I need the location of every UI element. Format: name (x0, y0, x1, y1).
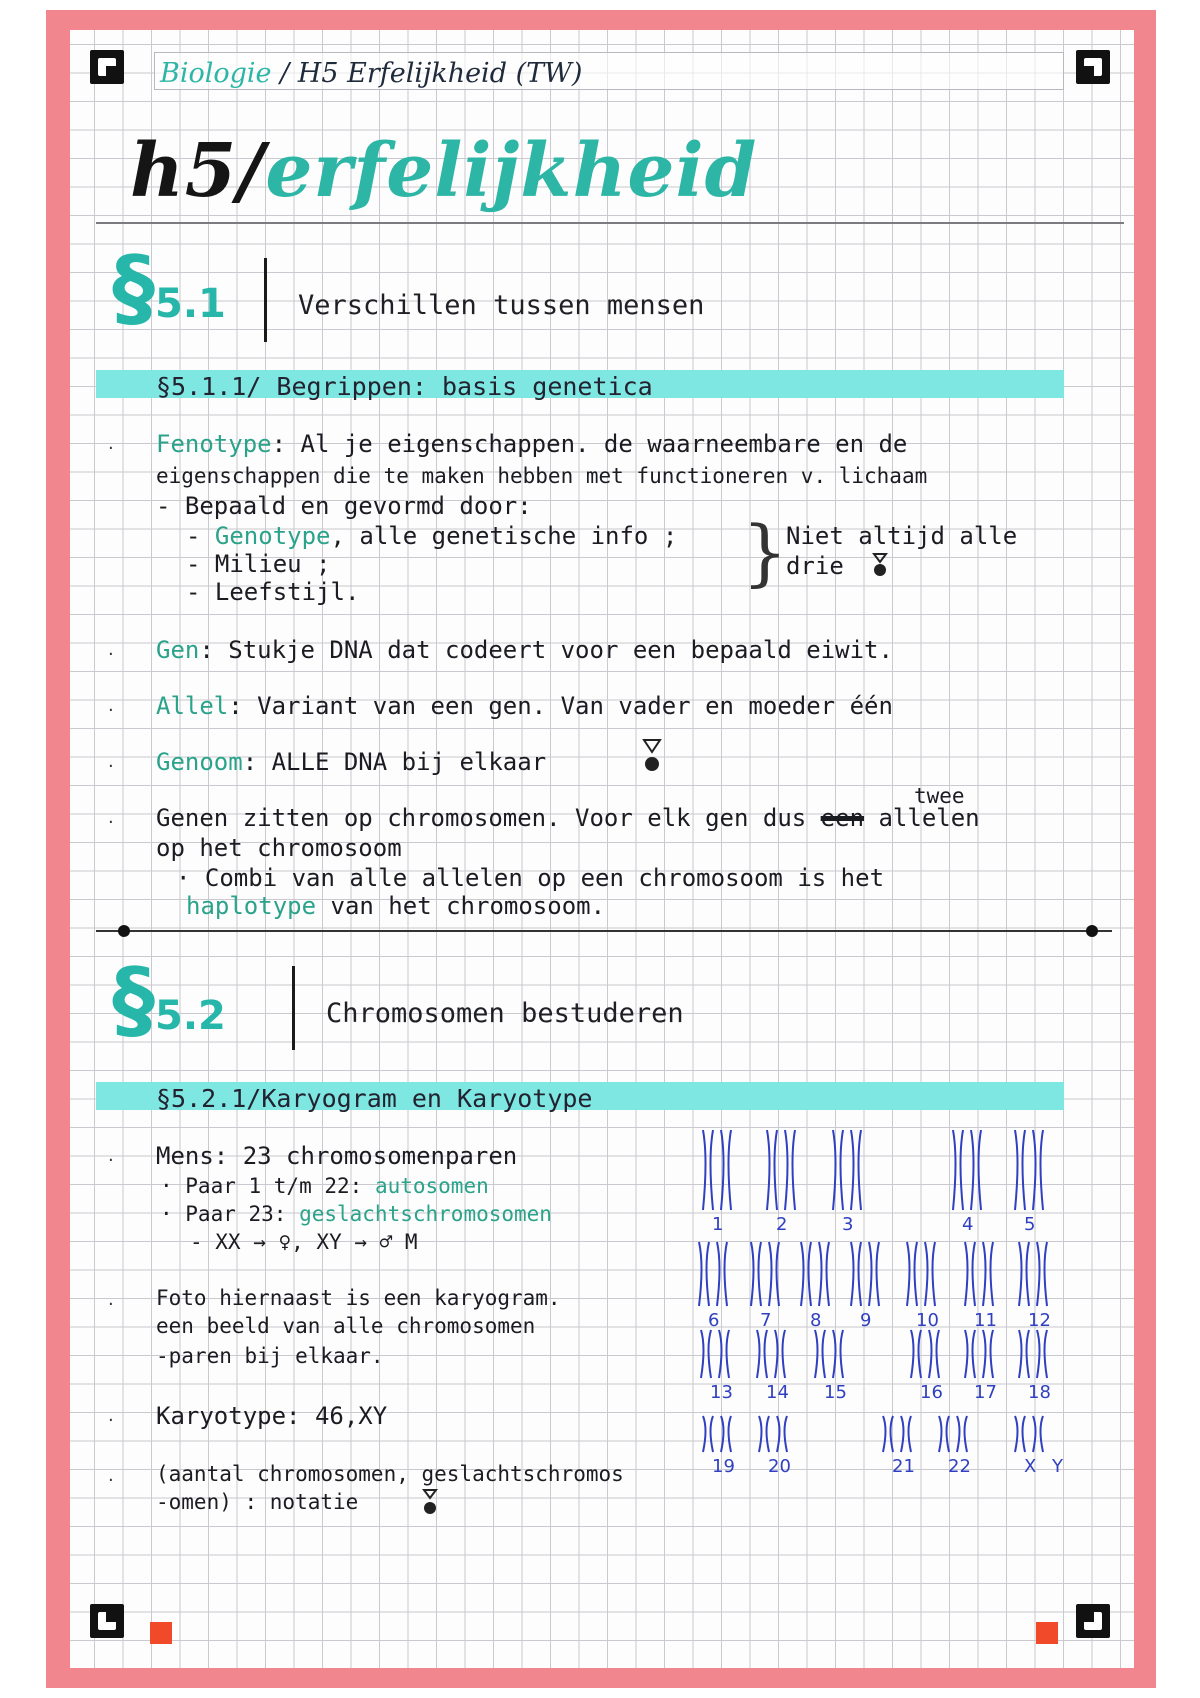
chromosome-stroke (929, 1330, 939, 1378)
chromosome-pair-9 (851, 1242, 879, 1331)
title-underline (96, 222, 1124, 224)
chromosome-pair-2 (767, 1130, 795, 1235)
chromosome-label: 20 (768, 1456, 791, 1477)
genen-end: allelen (878, 804, 980, 832)
mens-line: Mens: 23 chromosomenparen (156, 1142, 518, 1170)
important-star-icon (870, 550, 890, 578)
chromosome-pair-14 (757, 1330, 789, 1403)
chromosome-label: 9 (860, 1310, 872, 1331)
fenotype-line-2: eigenschappen die te maken hebben met functioneren v. lichaam (156, 464, 928, 488)
chromosome-stroke (1019, 1330, 1029, 1378)
subsection-title-5-2-1: §5.2.1/Karyogram en Karyotype (156, 1084, 593, 1113)
chromosome-stroke (833, 1130, 843, 1210)
chromosome-label: Y (1052, 1456, 1063, 1477)
chromosome-label: 3 (842, 1214, 854, 1235)
chromosome-stroke (925, 1242, 935, 1306)
chromosome-stroke (721, 1130, 731, 1210)
chromosome-pair-17 (965, 1330, 997, 1403)
subsection-title-5-1-1: §5.1.1/ Begrippen: basis genetica (156, 372, 653, 401)
important-star-icon (420, 1486, 440, 1516)
foto-line-3: -paren bij elkaar. (156, 1344, 384, 1368)
chromosome-stroke (965, 1330, 975, 1378)
chromosome-label: 6 (708, 1310, 720, 1331)
bullet: · (108, 812, 114, 833)
chromosome-stroke (719, 1330, 729, 1378)
chromosome-stroke (911, 1330, 921, 1378)
brace-note-line-1: Niet altijd alle (786, 522, 1018, 550)
karyogram-image (690, 1130, 1110, 1570)
chromosome-stroke (703, 1130, 713, 1210)
section-title-5-1: Verschillen tussen mensen (298, 290, 705, 321)
chromosome-stroke (965, 1242, 975, 1306)
header-separator: / (271, 58, 298, 89)
chromosome-stroke (721, 1416, 731, 1452)
chromosome-stroke (833, 1330, 843, 1378)
chromosome-stroke (851, 1130, 861, 1210)
chromosome-pair-X (1015, 1416, 1043, 1477)
section-divider-bar (264, 258, 267, 342)
section-digits: 5.1 (155, 281, 226, 327)
chromosome-pair-6 (699, 1242, 727, 1331)
orange-corner-dot-icon (1036, 1622, 1058, 1644)
chromosome-pair-16 (911, 1330, 943, 1403)
chromosome-pair-7 (751, 1242, 779, 1331)
autosomen-term: autosomen (374, 1174, 489, 1198)
fenotype-term: Fenotype (156, 430, 272, 458)
allel-text: : Variant van een gen. Van vader en moeder één (228, 692, 893, 720)
section-symbol: § (112, 950, 155, 1050)
fenotype-text: : Al je eigenschappen. de waarneembare en de (271, 430, 908, 458)
chromosome-stroke (1037, 1242, 1047, 1306)
fenotype-item-milieu: - Milieu ; (186, 550, 331, 578)
chromosome-label: 18 (1028, 1382, 1051, 1403)
chromosome-stroke (815, 1330, 825, 1378)
chromosome-pair-13 (701, 1330, 733, 1403)
allel-term: Allel (156, 692, 229, 720)
genoom-text: : ALLE DNA bij elkaar (242, 748, 547, 776)
chromosome-stroke (983, 1242, 993, 1306)
karyotype-line: Karyotype: 46,XY (156, 1402, 388, 1430)
chromosome-stroke (699, 1242, 709, 1306)
section-number-5-1 (112, 238, 226, 338)
chromosome-label: 11 (974, 1310, 997, 1331)
chromosome-stroke (957, 1416, 967, 1452)
chromosome-stroke (1015, 1130, 1025, 1210)
xx-xy-line: - XX → ♀, XY → ♂ M (190, 1230, 418, 1254)
chromosome-stroke (769, 1242, 779, 1306)
chromosome-pair-21 (883, 1416, 915, 1477)
bullet: · (108, 1294, 114, 1315)
chromosome-pair-20 (759, 1416, 791, 1477)
chromosome-stroke (907, 1242, 917, 1306)
bullet: · (108, 644, 114, 665)
section-divider (96, 930, 1112, 932)
chromosome-label: 4 (962, 1214, 974, 1235)
chromosome-stroke (785, 1130, 795, 1210)
foto-line-2: een beeld van alle chromosomen (156, 1314, 536, 1338)
fenotype-item-leefstijl: - Leefstijl. (186, 578, 360, 606)
divider-dot-icon (1086, 925, 1098, 937)
chromosome-pair-18 (1019, 1330, 1051, 1403)
chromosome-stroke (1033, 1416, 1043, 1452)
page-title (130, 128, 757, 214)
gen-definition (156, 636, 893, 664)
paar-geslacht (160, 1202, 552, 1226)
chromosome-stroke (1015, 1416, 1025, 1452)
section-divider-bar (292, 966, 295, 1050)
chromosome-pair-22 (939, 1416, 971, 1477)
brace-note-line-2: drie (786, 552, 844, 580)
title-main: erfelijkheid (265, 128, 758, 214)
chromosome-stroke (717, 1242, 727, 1306)
chromosome-label: 13 (710, 1382, 733, 1403)
chromosome-stroke (751, 1242, 761, 1306)
chromosome-label: 2 (776, 1214, 788, 1235)
section-title-5-2: Chromosomen bestuderen (326, 998, 684, 1029)
chromosome-label: 15 (824, 1382, 847, 1403)
paar23-prefix: · Paar 23: (160, 1202, 300, 1226)
chromosome-pair-10 (907, 1242, 939, 1331)
gen-text: : Stukje DNA dat codeert voor een bepaald eiwit. (199, 636, 893, 664)
bullet: · (108, 700, 114, 721)
chromosome-label: X (1024, 1456, 1037, 1477)
corner-marker-top-right-icon (1076, 50, 1110, 84)
haplotype-term: haplotype (186, 892, 317, 920)
chromosome-label: 10 (916, 1310, 939, 1331)
chromosome-pair-3 (833, 1130, 861, 1235)
genen-text: Genen zitten op chromosomen. Voor elk gen dus (156, 804, 807, 832)
corner-marker-bottom-left-icon (90, 1604, 124, 1638)
chromosome-label: 5 (1024, 1214, 1036, 1235)
fenotype-item-genotype: - Genotype, alle genetische info ; (186, 522, 678, 550)
chromosome-stroke (801, 1242, 811, 1306)
chromosome-stroke (701, 1330, 711, 1378)
fenotype-line-1 (156, 430, 907, 458)
chromosome-stroke (819, 1242, 829, 1306)
genen-line-2: op het chromosoom (156, 834, 402, 862)
chromosome-stroke (759, 1416, 769, 1452)
genen-line-1 (156, 804, 980, 832)
genoom-term: Genoom (156, 748, 243, 776)
title-prefix: h5/ (130, 128, 266, 214)
allel-definition (156, 692, 893, 720)
chromosome-label: 7 (760, 1310, 772, 1331)
genotype-term: Genotype (214, 522, 331, 550)
bullet: · (108, 1150, 114, 1171)
corner-marker-top-left-icon (90, 50, 124, 84)
chromosome-stroke (883, 1416, 893, 1452)
genotype-text: , alle genetische info ; (330, 522, 678, 550)
notatie-line-2: -omen) : notatie (156, 1490, 359, 1514)
chromosome-stroke (1033, 1130, 1043, 1210)
chromosome-label: 21 (892, 1456, 915, 1477)
chromosome-stroke (983, 1330, 993, 1378)
chromosome-label: 12 (1028, 1310, 1051, 1331)
header-line (160, 58, 582, 89)
header-subject: Biologie (160, 58, 272, 89)
divider-dot-icon (118, 925, 130, 937)
bullet: · (108, 1410, 114, 1431)
important-star-icon (640, 734, 664, 774)
chromosome-stroke (775, 1330, 785, 1378)
chromosome-pair-8 (801, 1242, 829, 1331)
bullet: · (108, 438, 114, 459)
section-symbol: § (112, 238, 155, 338)
section-digits: 5.2 (155, 993, 226, 1039)
chromosome-stroke (1037, 1330, 1047, 1378)
chromosome-stroke (901, 1416, 911, 1452)
chromosome-pair-4 (953, 1130, 981, 1235)
genen-line-4 (186, 892, 605, 920)
chromosome-stroke (953, 1130, 963, 1210)
haplotype-text: van het chromosoom. (330, 892, 606, 920)
chromosome-label: 1 (712, 1214, 724, 1235)
chromosome-stroke (1019, 1242, 1029, 1306)
chromosome-label: 16 (920, 1382, 943, 1403)
chromosome-pair-12 (1019, 1242, 1051, 1331)
foto-line-1: Foto hiernaast is een karyogram. (156, 1286, 561, 1310)
chromosome-pair-5 (1015, 1130, 1043, 1235)
chromosome-stroke (767, 1130, 777, 1210)
chromosome-stroke (703, 1416, 713, 1452)
genoom-definition (156, 748, 546, 776)
chromosome-pair-15 (815, 1330, 847, 1403)
paar1-prefix: · Paar 1 t/m 22: (160, 1174, 375, 1198)
geslachtschromosomen-term: geslachtschromosomen (299, 1202, 552, 1226)
orange-corner-dot-icon (150, 1622, 172, 1644)
chromosome-stroke (939, 1416, 949, 1452)
fenotype-line-3: - Bepaald en gevormd door: (156, 492, 532, 520)
paar-autosomen (160, 1174, 489, 1198)
chromosome-pair-11 (965, 1242, 997, 1331)
gen-term: Gen (156, 636, 200, 664)
genen-line-3: · Combi van alle allelen op een chromosoom is het (176, 864, 885, 892)
bullet: · (108, 1470, 114, 1491)
bullet: · (108, 756, 114, 777)
curly-brace-icon: } (742, 510, 788, 594)
chromosome-pair-19 (703, 1416, 735, 1477)
chromosome-pair-1 (703, 1130, 731, 1235)
chromosome-stroke (757, 1330, 767, 1378)
chromosome-label: 22 (948, 1456, 971, 1477)
chromosome-stroke (971, 1130, 981, 1210)
corner-marker-bottom-right-icon (1076, 1604, 1110, 1638)
chromosome-label: 19 (712, 1456, 735, 1477)
section-number-5-2 (112, 950, 226, 1050)
struck-word: een (820, 804, 865, 832)
chromosome-stroke (869, 1242, 879, 1306)
chromosome-stroke (777, 1416, 787, 1452)
notatie-line-1: (aantal chromosomen, geslachtschromos (156, 1462, 624, 1486)
header-chapter: H5 Erfelijkheid (TW) (297, 58, 583, 89)
chromosome-label: 14 (766, 1382, 789, 1403)
chromosome-stroke (851, 1242, 861, 1306)
inserted-word: twee (914, 784, 965, 808)
chromosome-label: 17 (974, 1382, 997, 1403)
chromosome-label: 8 (810, 1310, 822, 1331)
